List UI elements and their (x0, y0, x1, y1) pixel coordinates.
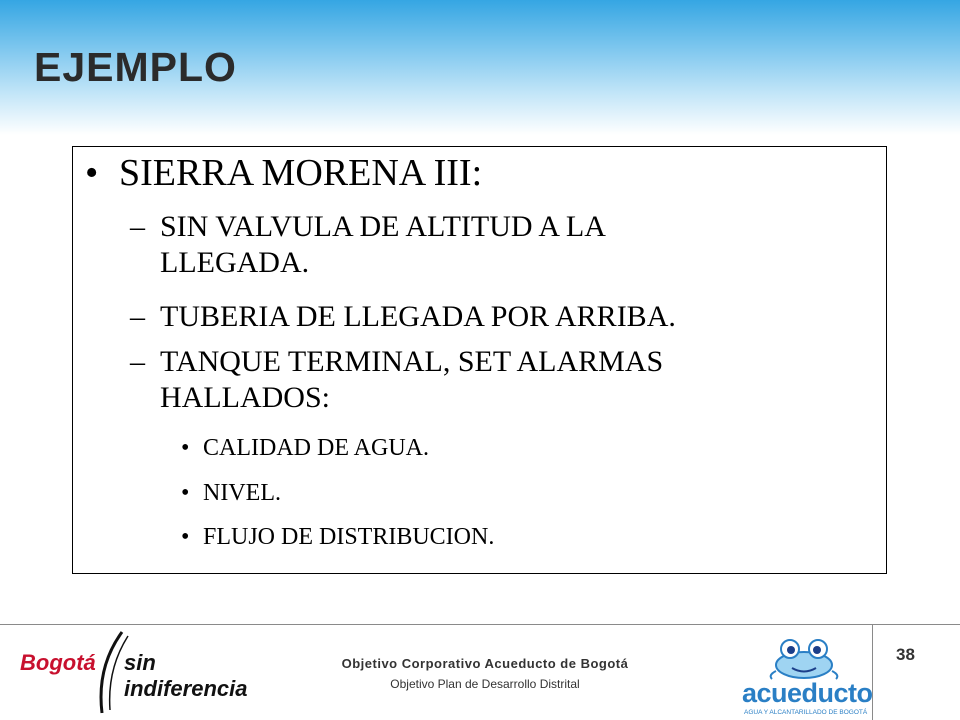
acueducto-logo (740, 635, 873, 717)
bullet-icon: • (181, 435, 190, 461)
bullet-icon: • (181, 524, 190, 550)
bullet-icon: • (181, 480, 190, 506)
acueducto-logo-word: acueducto (742, 678, 873, 708)
dash-icon: – (130, 210, 145, 243)
dash-icon: – (130, 345, 145, 378)
list-item-text: TANQUE TERMINAL, SET ALARMAS HALLADOS: (160, 345, 664, 414)
sub-list-item-text: CALIDAD DE AGUA. (203, 435, 429, 461)
footer-divider (0, 624, 960, 625)
sub-list-item-text: FLUJO DE DISTRIBUCION. (203, 524, 495, 550)
list-item-text: SIN VALVULA DE ALTITUD A LA LLEGADA. (160, 210, 605, 279)
bogota-logo-word: Bogotá (20, 650, 96, 675)
bullet-icon: • (85, 152, 99, 194)
footer-objective-corporate: Objetivo Corporativo Acueducto de Bogotá (341, 656, 629, 671)
bogota-logo-tagline: sin indiferencia (124, 650, 248, 701)
content-box (72, 146, 887, 574)
frog-mascot-icon (764, 635, 844, 681)
sub-list-item-text: NIVEL. (203, 480, 281, 506)
footer-objective-plan: Objetivo Plan de Desarrollo Distrital (390, 677, 580, 691)
page-number: 38 (896, 645, 915, 664)
slide-title: EJEMPLO (34, 44, 237, 90)
list-item-text: TUBERIA DE LLEGADA POR ARRIBA. (160, 300, 676, 333)
acueducto-logo-subtitle: AGUA Y ALCANTARILLADO DE BOGOTÁ (744, 709, 868, 716)
dash-icon: – (130, 300, 145, 333)
footer-center-text (300, 656, 670, 691)
main-bullet-text: SIERRA MORENA III: (119, 152, 483, 194)
bogota-logo (20, 630, 248, 715)
